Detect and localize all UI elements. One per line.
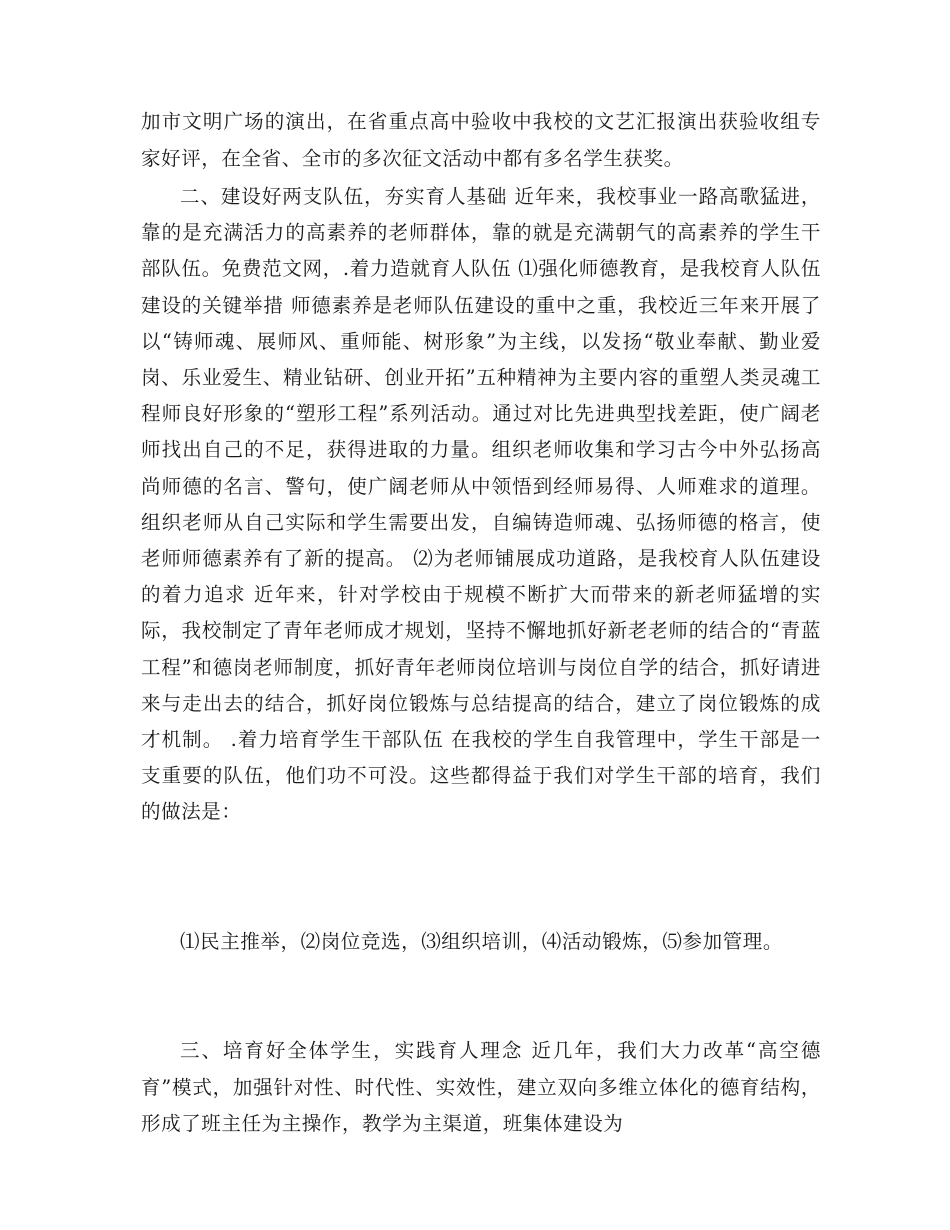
- paragraph-2: 二、建设好两支队伍，夯实育人基础 近年来，我校事业一路高歌猛进，靠的是充满活力的高素养的老师群体，靠的就是充满朝气的高素养的学生干部队伍。免费范文网，.着力造就育人队伍 ⑴强化师德教育，是我校育人队伍建设的关键举措 师德素养是老师队伍建设的重中之重，我校近三年来开展了以“铸师魂、展师风、重师能、树形象”为主线，以发扬“敬业奉献、勤业爱岗、乐业爱生、精业钻研、创业开拓”五种精神为主要内容的重塑人类灵魂工程师良好形象的“塑形工程”系列活动。通过对比先进典型找差距，使广阔老师找出自己的不足，获得进取的力量。组织老师收集和学习古今中外弘扬高尚师德的名言、警句，使广阔老师从中领悟到经师易得、人师难求的道理。组织老师从自己实际和学生需要出发，自编铸造师魂、弘扬师德的格言，使老师师德素养有了新的提高。 ⑵为老师铺展成功道路，是我校育人队伍建设的着力追求 近年来，针对学校由于规模不断扩大而带来的新老师猛增的实际，我校制定了青年老师成才规划，坚持不懈地抓好新老老师的结合的“青蓝工程”和德岗老师制度，抓好青年老师岗位培训与岗位自学的结合，抓好请进来与走出去的结合，抓好岗位锻炼与总结提高的结合，建立了岗位锻炼的成才机制。 .着力培育学生干部队伍 在我校的学生自我管理中，学生干部是一支重要的队伍，他们功不可没。这些都得益于我们对学生干部的培育，我们的做法是：: [141, 185, 821, 824]
- paragraph-1: 加市文明广场的演出，在省重点高中验收中我校的文艺汇报演出获验收组专家好评，在全省、全市的多次征文活动中都有多名学生获奖。: [141, 110, 821, 170]
- paragraph-1-container: [141, 104, 821, 177]
- paragraph-4: 三、培育好全体学生，实践育人理念 近几年，我们大力改革“高空德育”模式，加强针对性、时代性、实效性，建立双向多维立体化的德育结构，形成了班主任为主操作，教学为主渠道，班集体建设为: [141, 1039, 821, 1135]
- paragraph-3-container: [141, 924, 821, 961]
- paragraph-4-container: [141, 1033, 821, 1143]
- paragraph-2-container: [141, 179, 821, 831]
- paragraph-3: ⑴民主推举，⑵岗位竞选，⑶组织培训，⑷活动锻炼，⑸参加管理。: [180, 930, 784, 953]
